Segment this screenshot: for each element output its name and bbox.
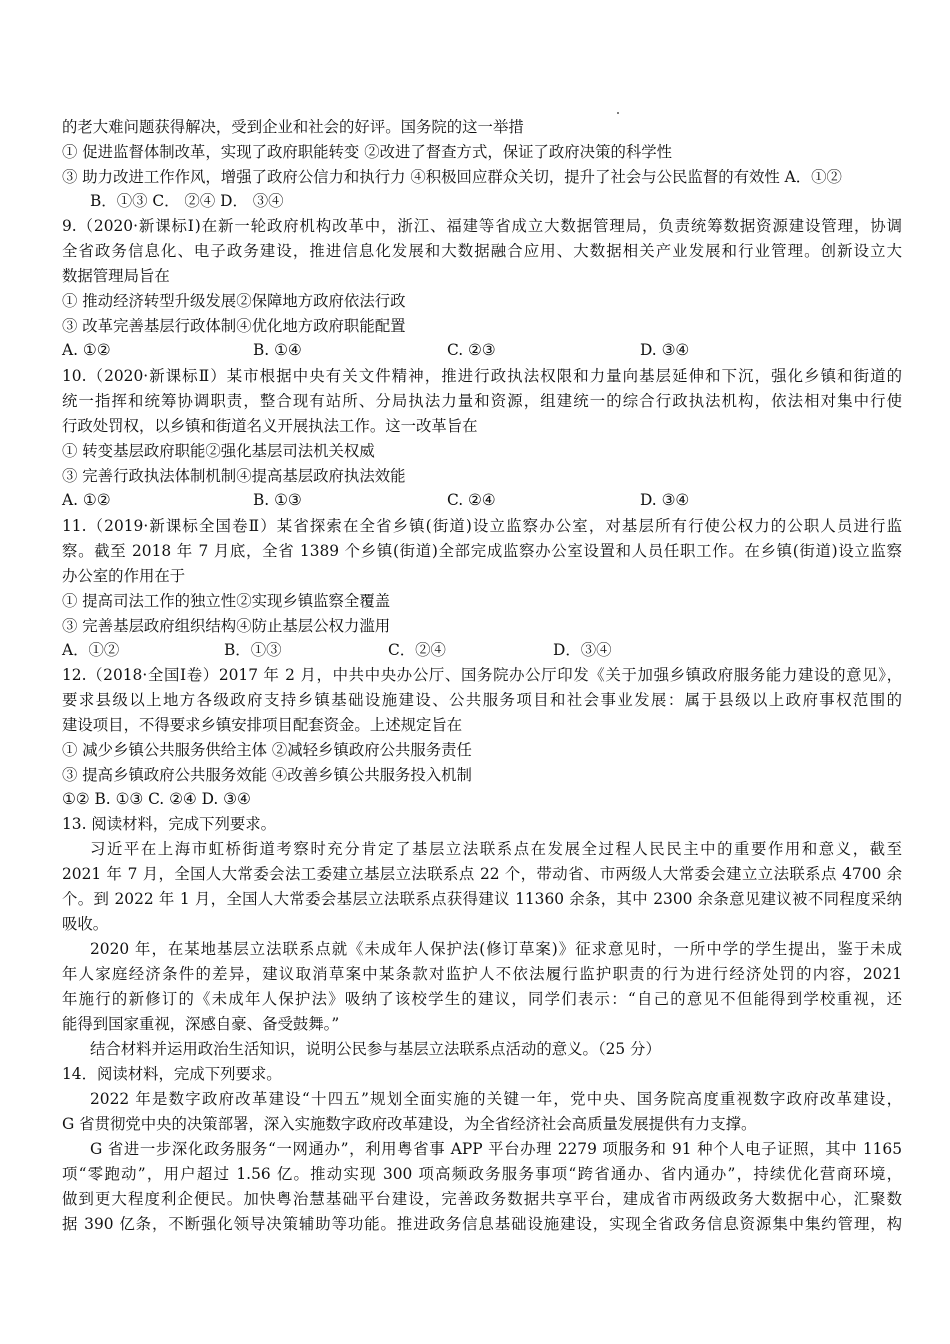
option-line: ③ 提高乡镇政府公共服务效能 ④改善乡镇公共服务投入机制 xyxy=(62,766,472,784)
answer-option-a: A．①② xyxy=(62,641,120,659)
text-line: 的老大难问题获得解决，受到企业和社会的好评。国务院的这一举措 xyxy=(62,118,524,136)
question-9-stem: 数据管理局旨在 xyxy=(62,267,170,285)
answer-option-c: C. ②③ xyxy=(447,341,496,359)
option-line: ① 提高司法工作的独立性②实现乡镇监察全覆盖 xyxy=(62,592,391,610)
question-13-task: 结合材料并运用政治生活知识，说明公民参与基层立法联系点活动的意义。（25 分） xyxy=(90,1040,661,1058)
option-line: ③ 改革完善基层行政体制④优化地方政府职能配置 xyxy=(62,317,406,335)
answer-option-b: B．①③ xyxy=(224,641,282,659)
material-paragraph: 2022 年是数字政府改革建设“十四五”规划全面实施的关键一年，党中央、国务院高度重视数字政府改革建设， xyxy=(90,1090,902,1108)
material-paragraph: 据 390 亿条，不断强化领导决策辅助等功能。推进政务信息基础设施建设，实现全省政务信息资源集中集约管理，构 xyxy=(62,1215,902,1233)
material-paragraph: 习近平在上海市虹桥街道考察时充分肯定了基层立法联系点在发展全过程人民民主中的重要作用和意义，截至 xyxy=(90,840,902,858)
question-10-stem: 行政处罚权，以乡镇和街道名义开展执法工作。这一改革旨在 xyxy=(62,417,478,435)
answer-option-d: D. ③④ xyxy=(640,491,690,509)
answer-options: ①② B. ①③ C. ②④ D. ③④ xyxy=(62,790,251,808)
question-11-stem: 11.（2019·新课标全国卷Ⅱ）某省探索在全省乡镇(街道)设立监察办公室，对基层所有行使公权力的公职人员进行监 xyxy=(62,517,902,535)
material-paragraph: 吸收。 xyxy=(62,915,109,933)
option-line: ① 推动经济转型升级发展②保障地方政府依法行政 xyxy=(62,292,406,310)
question-9-stem: 全省政务信息化、电子政务建设，推进信息化发展和大数据融合应用、大数据相关产业发展和行业管理。创新设立大 xyxy=(62,242,902,260)
option-line: ③ 完善行政执法体制机制④提高基层政府执法效能 xyxy=(62,467,406,485)
answer-option-d: D．③④ xyxy=(553,641,612,659)
material-paragraph: 2020 年，在某地基层立法联系点就《未成年人保护法(修订草案)》征求意见时，一所中学的学生提出，鉴于未成 xyxy=(90,940,902,958)
material-paragraph: 2021 年 7 月，全国人大常委会法工委建立基层立法联系点 22 个，带动省、市两级人大常委会建立立法联系点 4700 余 xyxy=(62,865,902,883)
option-line: ③ 助力改进工作作风，增强了政府公信力和执行力 ④积极回应群众关切，提升了社会与公民监督的有效性 A．①② xyxy=(62,168,842,186)
question-10-stem: 10.（2020·新课标Ⅱ）某市根据中央有关文件精神，推进行政执法权限和力量向基层延伸和下沉，强化乡镇和街道的 xyxy=(62,367,902,385)
option-line: ① 减少乡镇公共服务供给主体 ②减轻乡镇政府公共服务责任 xyxy=(62,741,472,759)
question-14-title: 14．阅读材料，完成下列要求。 xyxy=(62,1065,282,1083)
question-11-stem: 察。截至 2018 年 7 月底，全省 1389 个乡镇(街道)全部完成监察办公室设置和人员任职工作。在乡镇(街道)设立监察 xyxy=(62,542,902,560)
answer-option-b: B. ①④ xyxy=(253,341,302,359)
material-paragraph: 做到更大程度利企便民。加快粤治慧基础平台建设，完善政务数据共享平台，建成省市两级政务大数据中心，汇聚数 xyxy=(62,1190,902,1208)
material-paragraph: 年施行的新修订的《未成年人保护法》吸纳了该校学生的建议，同学们表示：“自己的意见不但能得到学校重视，还 xyxy=(62,990,902,1008)
question-10-stem: 统一指挥和统筹协调职责，整合现有站所、分局执法力量和资源，组建统一的综合行政执法机构，依法相对集中行使 xyxy=(62,392,902,410)
option-line: ① 转变基层政府职能②强化基层司法机关权威 xyxy=(62,442,375,460)
question-12-stem: 12.（2018·全国Ⅰ卷）2017 年 2 月，中共中央办公厅、国务院办公厅印发《关于加强乡镇政府服务能力建设的意见》， xyxy=(62,666,902,684)
material-paragraph: 能得到国家重视，深感自豪、备受鼓舞。” xyxy=(62,1015,340,1033)
question-12-stem: 要求县级以上地方各级政府支持乡镇基础设施建设、公共服务项目和社会事业发展：属于县级以上政府事权范围的 xyxy=(62,691,902,709)
scan-dot xyxy=(617,112,619,114)
option-line: ① 促进监督体制改革，实现了政府职能转变 ②改进了督查方式，保证了政府决策的科学性 xyxy=(62,143,673,161)
question-13-title: 13. 阅读材料，完成下列要求。 xyxy=(62,815,277,833)
material-paragraph: G 省进一步深化政务服务“一网通办”，利用粤省事 APP 平台办理 2279 项服务和 91 种个人电子证照，其中 1165 xyxy=(90,1140,902,1158)
answer-option-a: A. ①② xyxy=(62,341,111,359)
answer-option-d: D. ③④ xyxy=(640,341,690,359)
question-11-stem: 办公室的作用在于 xyxy=(62,567,186,585)
material-paragraph: 年人家庭经济条件的差异，建议取消草案中某条款对监护人不依法履行监护职责的行为进行经济处罚的内容，2021 xyxy=(62,965,902,983)
question-12-stem: 建设项目，不得要求乡镇安排项目配套资金。上述规定旨在 xyxy=(62,716,463,734)
question-9-stem: 9.（2020·新课标Ⅰ)在新一轮政府机构改革中，浙江、福建等省成立大数据管理局，负责统筹数据资源建设管理，协调 xyxy=(62,217,902,235)
answer-option-c: C．②④ xyxy=(388,641,446,659)
material-paragraph: 项“零跑动”，用户超过 1.56 亿。推动实现 300 项高频政务服务事项“跨省通办、省内通办”，持续优化营商环境， xyxy=(62,1165,902,1183)
option-line: ③ 完善基层政府组织结构④防止基层公权力滥用 xyxy=(62,617,391,635)
material-paragraph: G 省贯彻党中央的决策部署，深入实施数字政府改革建设，为全省经济社会高质量发展提供有力支撑。 xyxy=(62,1115,757,1133)
answer-option-c: C. ②④ xyxy=(447,491,496,509)
answer-option-b: B. ①③ xyxy=(253,491,302,509)
answer-options: B．①③ C． ②④ D． ③④ xyxy=(90,192,284,210)
material-paragraph: 个。到 2022 年 1 月，全国人大常委会基层立法联系点获得建议 11360 余条，其中 2300 余条意见建议被不同程度采纳 xyxy=(62,890,902,908)
answer-option-a: A. ①② xyxy=(62,491,111,509)
